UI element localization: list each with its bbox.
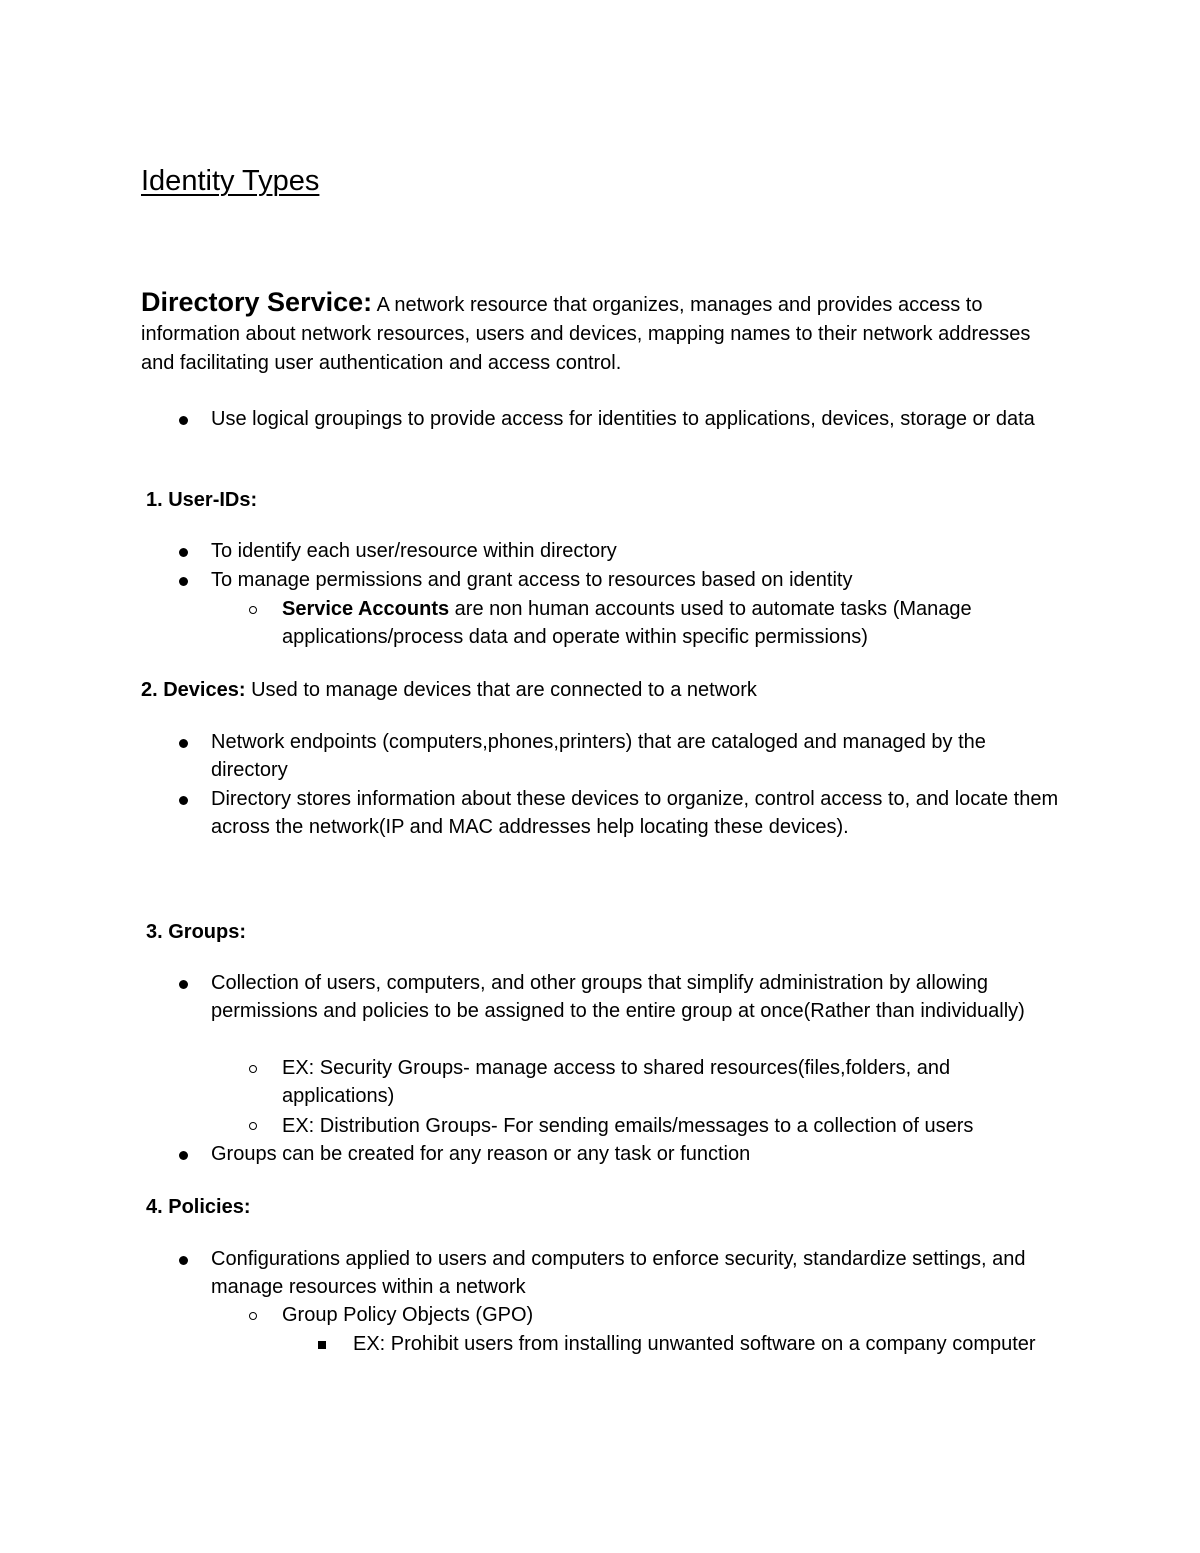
list-item: Network endpoints (computers,phones,printers) that are cataloged and managed by the directory	[211, 731, 986, 781]
bullet-dot-icon	[179, 548, 188, 557]
devices-heading-line	[141, 676, 757, 704]
policies-heading: 4. Policies:	[146, 1196, 251, 1218]
bullet-square-icon	[318, 1341, 326, 1349]
bullet-dot-icon	[179, 416, 188, 425]
list-item: Groups can be created for any reason or any task or function	[211, 1143, 751, 1165]
bullet-dot-icon	[179, 1151, 188, 1160]
directory-service-paragraph	[141, 288, 1061, 378]
directory-service-term: Directory Service:	[141, 287, 373, 317]
bullet-dot-icon	[179, 577, 188, 586]
list-item: Directory stores information about these devices to organize, control access to, and locate them across the network(IP and MAC addresses help locating these devices).	[211, 788, 1059, 838]
bullet-dot-icon	[179, 739, 188, 748]
devices-heading-text: Used to manage devices that are connected to a network	[245, 679, 757, 701]
devices-heading: 2. Devices:	[141, 679, 246, 701]
service-accounts-item	[282, 595, 1062, 651]
list-item: EX: Prohibit users from installing unwanted software on a company computer	[353, 1333, 1036, 1355]
bullet-circle-icon	[249, 1065, 257, 1073]
service-accounts-term: Service Accounts	[282, 598, 450, 620]
bullet-circle-icon	[249, 1312, 257, 1320]
page-title: Identity Types	[141, 165, 320, 197]
directory-service-definition: A network resource that organizes, manages and provides access to information about network resources, users and devices, mapping names to their network addresses and facilitating user authentication and access control.	[141, 294, 1031, 374]
bullet-circle-icon	[249, 606, 257, 614]
list-item: Configurations applied to users and computers to enforce security, standardize settings, and manage resources within a network	[211, 1248, 1026, 1298]
list-item: To identify each user/resource within directory	[211, 540, 617, 562]
service-accounts-text: are non human accounts used to automate tasks (Manage applications/process data and operate within specific permissions)	[282, 598, 972, 648]
bullet-circle-icon	[249, 1122, 257, 1130]
list-item: EX: Security Groups- manage access to shared resources(files,folders, and applications)	[282, 1057, 951, 1107]
groups-heading: 3. Groups:	[146, 921, 247, 943]
directory-service-bullet: Use logical groupings to provide access for identities to applications, devices, storage or data	[211, 408, 1035, 430]
list-item: Group Policy Objects (GPO)	[282, 1304, 534, 1326]
list-item: Collection of users, computers, and other groups that simplify administration by allowing permissions and policies to be assigned to the entire group at once(Rather than individually)	[211, 972, 1025, 1022]
user-ids-heading: 1. User-IDs:	[146, 489, 258, 511]
list-item: To manage permissions and grant access to resources based on identity	[211, 569, 853, 591]
bullet-dot-icon	[179, 1256, 188, 1265]
bullet-dot-icon	[179, 796, 188, 805]
list-item: EX: Distribution Groups- For sending emails/messages to a collection of users	[282, 1115, 974, 1137]
bullet-dot-icon	[179, 980, 188, 989]
